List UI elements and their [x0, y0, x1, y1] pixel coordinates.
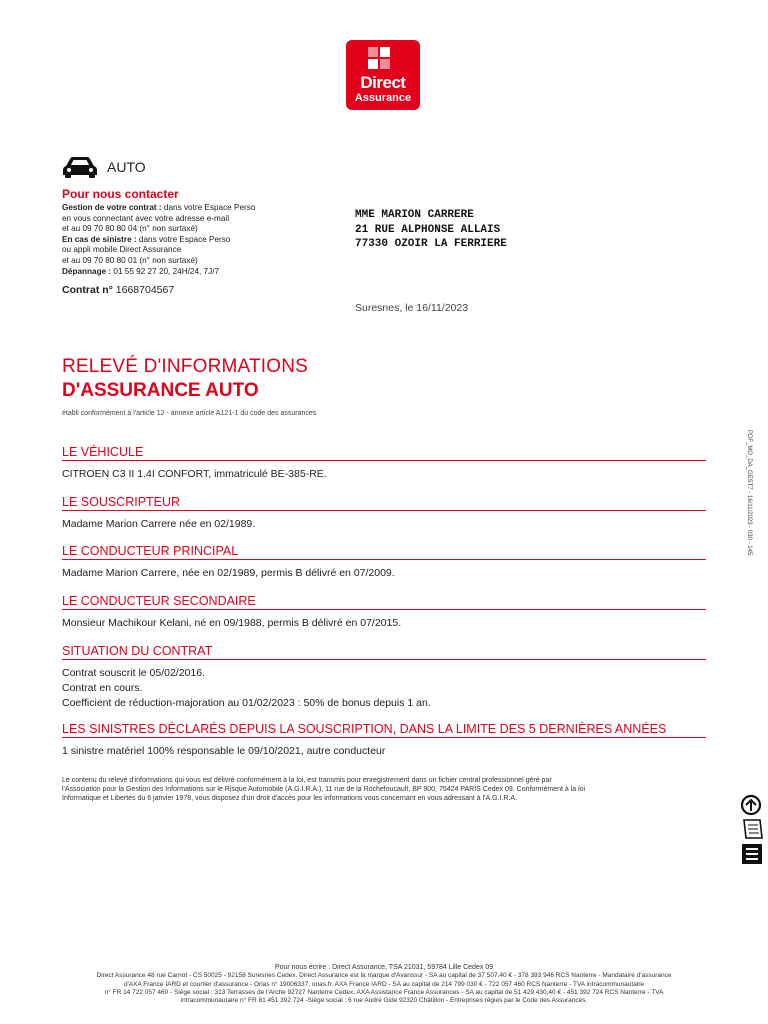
- section-line: Madame Marion Carrere née en 02/1989.: [62, 518, 256, 530]
- section-heading: LES SINISTRES DÉCLARÉS DEPUIS LA SOUSCRIPTION, DANS LA LIMITE DES 5 DERNIÈRES ANNÉES: [62, 722, 706, 738]
- section-sinistres: [62, 722, 706, 759]
- footer-line: Direct Assurance 48 rue Carnot - CS 50025 - 92158 Suresnes Cedex. Direct Assurance est la marque d'Avanssur - SA au capital de 37 507,40 € - 378 393 946 RCS Nanterre - Mandataire d'assurance: [96, 972, 672, 980]
- recipient-address: [355, 208, 507, 252]
- footer-line: intracommunautaire n° FR 81 451 392 724 -Siège social : 6 rue André Gide 92320 Châtillon - Entreprises régies par le Code des Assurances.: [180, 997, 588, 1005]
- section-vehicule: [62, 445, 706, 482]
- contact-line: En cas de sinistre : dans votre Espace Perso: [62, 234, 231, 244]
- section-heading: LE SOUSCRIPTEUR: [62, 495, 706, 511]
- logo-squares-icon: [368, 47, 390, 69]
- logo-text-direct: Direct: [360, 73, 406, 92]
- document-subtitle: établi conformément à l'article 12 - annexe article A121-1 du code des assurances: [62, 410, 317, 417]
- section-conducteur-secondaire: [62, 594, 706, 631]
- contact-line: et au 09 70 80 80 01 (n° non surtaxé): [62, 255, 198, 265]
- footer-line: Pour nous écrire : Direct Assurance, TSA 21031, 59784 Lille Cedex 09: [274, 964, 494, 971]
- section-situation-contrat: [62, 644, 706, 711]
- section-heading: LE VÉHICULE: [62, 445, 706, 461]
- document-title-line2: D'ASSURANCE AUTO: [62, 380, 259, 401]
- section-line: Coefficient de réduction-majoration au 01/02/2023 : 50% de bonus depuis 1 an.: [62, 697, 431, 709]
- footer-line: n° FR 14 722 057 460 - Siège social : 313 Terrasses de l'Arche 92727 Nanterre Cedex. AXA Assistance France Assurances - SA au capital de 51 429 430,40 € - 451 392 724 RCS Nanterre - TVA: [104, 988, 664, 996]
- contact-line: en vous connectant avec votre adresse e-mail: [62, 213, 230, 223]
- section-conducteur-principal: [62, 544, 706, 581]
- section-body: [62, 517, 706, 532]
- section-line: Contrat souscrit le 05/02/2016.: [62, 667, 206, 679]
- section-body: [62, 744, 706, 759]
- side-reference: PDF_MO_DA_GEST7 - 16/11/2023 - 030 - 145: [746, 430, 752, 556]
- car-icon: [62, 156, 98, 178]
- contact-title: Pour nous contacter: [62, 187, 179, 201]
- contact-line: et au 09 70 80 80 04 (n° non surtaxé): [62, 224, 198, 234]
- section-heading: LE CONDUCTEUR SECONDAIRE: [62, 594, 706, 610]
- section-body: [62, 666, 706, 711]
- section-body: [62, 616, 706, 631]
- recipient-city: 77330 OZOIR LA FERRIERE: [355, 238, 507, 250]
- contact-line: ou appli mobile Direct Assurance: [62, 245, 182, 255]
- section-heading: SITUATION DU CONTRAT: [62, 644, 706, 660]
- legal-line: Informatique et Libertés du 6 janvier 1978, vous disposez d'un droit d'accès pour les informations vous concernant en vous adressant à l'A.G.I.R.A.: [62, 795, 517, 803]
- bin-icon: [742, 844, 762, 864]
- legal-line: Le contenu du relevé d'informations qui vous est délivré conformément à la loi, est transmis pour enregistrement dans un fichier central professionnel géré par: [62, 777, 552, 784]
- direct-assurance-logo: [346, 40, 420, 110]
- contact-block: [62, 187, 322, 277]
- section-line: CITROEN C3 II 1.4I CONFORT, immatriculé BE-385-RE.: [62, 468, 327, 480]
- legal-line: l'Association pour la Gestion des Informations sur le Risque Automobile (A.G.I.R.A.), 11 rue de la Rochefoucault, BP 900, 75424 PARIS Cedex 09. Conformément à la loi: [62, 786, 586, 794]
- recipient-street: 21 RUE ALPHONSE ALLAIS: [355, 223, 501, 236]
- section-body: [62, 566, 706, 581]
- contact-line: Dépannage : 01 55 92 27 20, 24H/24, 7J/7: [62, 266, 220, 276]
- recipient-name: MME MARION CARRERE: [355, 209, 474, 221]
- logo-text-assurance: Assurance: [354, 92, 412, 104]
- section-line: 1 sinistre matériel 100% responsable le 09/10/2021, autre conducteur: [62, 745, 386, 757]
- paper-icon: [744, 820, 762, 838]
- place-date: Suresnes, le 16/11/2023: [355, 302, 469, 314]
- footer-line: d'AXA France IARD et courtier d'assurance - Orias n° 19006337, orias.fr. AXA France IARD - SA au capital de 214 799 030 € - 722 057 460 RCS Nanterre - TVA intracommunautaire: [123, 980, 645, 988]
- footer: [60, 964, 708, 1005]
- section-line: Madame Marion Carrere, née en 02/1989, permis B délivré en 07/2009.: [62, 567, 395, 579]
- section-body: [62, 467, 706, 482]
- section-line: Monsieur Machikour Kelani, né en 09/1988, permis B délivré en 07/2015.: [62, 617, 402, 629]
- section-souscripteur: [62, 495, 706, 532]
- recycle-logo-icon: [738, 794, 766, 866]
- section-heading: LE CONDUCTEUR PRINCIPAL: [62, 544, 706, 560]
- document-title-line1: RELEVÉ D'INFORMATIONS: [62, 356, 309, 377]
- legal-notice: [62, 776, 692, 804]
- section-line: Contrat en cours.: [62, 682, 143, 694]
- product-label: AUTO: [107, 159, 146, 175]
- contract-number: Contrat n° 1668704567: [62, 284, 175, 296]
- contact-line: Gestion de votre contrat : dans votre Espace Perso: [62, 203, 256, 212]
